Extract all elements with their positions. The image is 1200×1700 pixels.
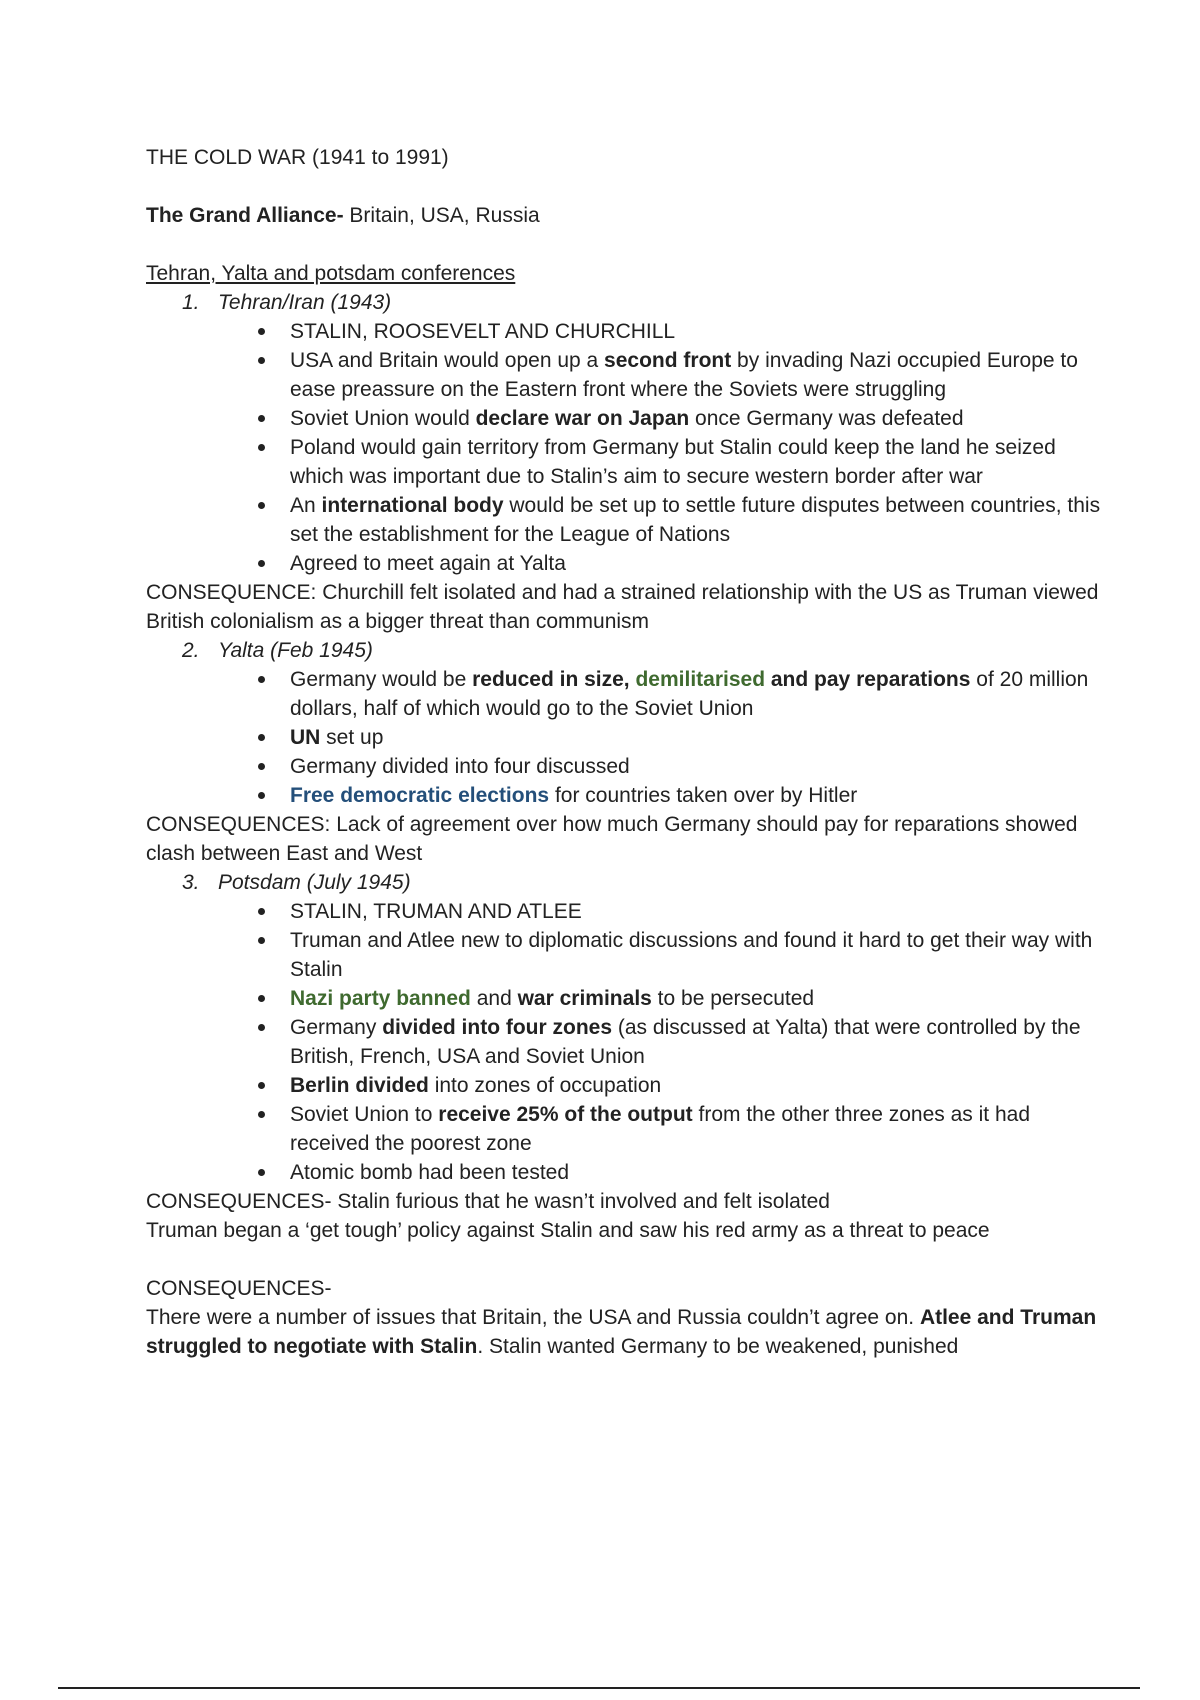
conference-number: 1.: [182, 291, 200, 314]
alliance-line: [146, 201, 1106, 230]
conference-number: 2.: [182, 639, 200, 662]
consequence-text: CONSEQUENCES: Lack of agreement over how much Germany should pay for reparations showed clash between East and West: [146, 813, 1078, 865]
list-item: Atomic bomb had been tested: [146, 1158, 1106, 1187]
list-item: Germany divided into four discussed: [146, 752, 1106, 781]
conference-title-text: Potsdam (July 1945): [218, 871, 411, 894]
consequence-text: CONSEQUENCES- Stalin furious that he wasn’t involved and felt isolated: [146, 1190, 830, 1213]
conference-yalta: [146, 636, 1106, 868]
bullet-list: [146, 897, 1106, 1187]
list-item: Berlin divided into zones of occupation: [146, 1071, 1106, 1100]
list-item: Agreed to meet again at Yalta: [146, 549, 1106, 578]
list-item: An international body would be set up to settle future disputes between countries, this set the establishment for the League of Nations: [146, 491, 1106, 549]
list-item: STALIN, TRUMAN AND ATLEE: [146, 897, 1106, 926]
document-title: THE COLD WAR (1941 to 1991): [146, 146, 449, 169]
list-item: Germany would be reduced in size, demilitarised and pay reparations of 20 million dollars, half of which would go to the Soviet Union: [146, 665, 1106, 723]
list-item: Nazi party banned and war criminals to be persecuted: [146, 984, 1106, 1013]
section-heading: Tehran, Yalta and potsdam conferences: [146, 262, 516, 285]
conference-number: 3.: [182, 871, 200, 894]
list-item: USA and Britain would open up a second front by invading Nazi occupied Europe to ease preassure on the Eastern front where the Soviets were struggling: [146, 346, 1106, 404]
conference-title-text: Yalta (Feb 1945): [218, 639, 373, 662]
final-consequences-text: There were a number of issues that Britain, the USA and Russia couldn’t agree on. Atlee and Truman struggled to negotiate with Stalin. Stalin wanted Germany to be weakened, punished: [146, 1306, 1097, 1358]
bullet-list: [146, 665, 1106, 810]
list-item: Soviet Union would declare war on Japan once Germany was defeated: [146, 404, 1106, 433]
bullet-list: [146, 317, 1106, 578]
final-consequences-heading: CONSEQUENCES-: [146, 1277, 332, 1300]
list-item: Soviet Union to receive 25% of the output from the other three zones as it had received the poorest zone: [146, 1100, 1106, 1158]
conference-title: [146, 868, 1106, 897]
consequence-text: CONSEQUENCE: Churchill felt isolated and had a strained relationship with the US as Truman viewed British colonialism as a bigger threat than communism: [146, 581, 1099, 633]
conference-title-text: Tehran/Iran (1943): [218, 291, 392, 314]
list-item: Free democratic elections for countries taken over by Hitler: [146, 781, 1106, 810]
list-item: Poland would gain territory from Germany but Stalin could keep the land he seized which was important due to Stalin’s aim to secure western border after war: [146, 433, 1106, 491]
list-item: STALIN, ROOSEVELT AND CHURCHILL: [146, 317, 1106, 346]
document-body: [146, 143, 1106, 1361]
bottom-rule: [58, 1687, 1140, 1689]
list-item: Germany divided into four zones (as discussed at Yalta) that were controlled by the British, French, USA and Soviet Union: [146, 1013, 1106, 1071]
alliance-members: Britain, USA, Russia: [343, 204, 540, 227]
conference-title: [146, 636, 1106, 665]
conference-title: [146, 288, 1106, 317]
alliance-label: The Grand Alliance-: [146, 204, 344, 227]
consequence-text: Truman began a ‘get tough’ policy against Stalin and saw his red army as a threat to peace: [146, 1219, 990, 1242]
list-item: UN set up: [146, 723, 1106, 752]
conference-potsdam: [146, 868, 1106, 1245]
conference-tehran: [146, 288, 1106, 636]
list-item: Truman and Atlee new to diplomatic discussions and found it hard to get their way with Stalin: [146, 926, 1106, 984]
